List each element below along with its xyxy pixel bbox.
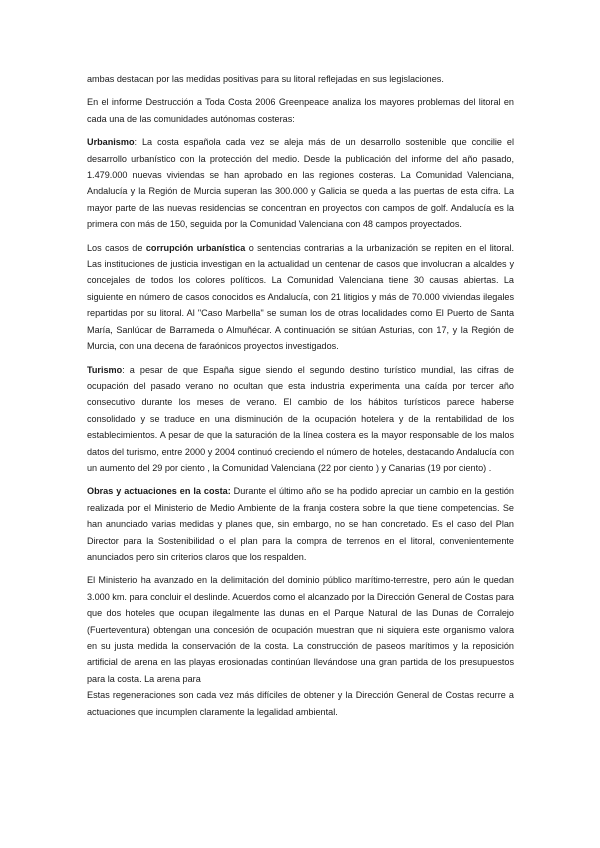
paragraph-lead-heading: Urbanismo [87,137,135,148]
paragraph-text: El Ministerio ha avanzado en la delimitación del dominio público marítimo-terrestre, pero aún le quedan 3.000 km. para concluir el deslinde. Acuerdos como el alcanzado por la Dirección General de Costas para que dos hoteles que ocupan ilegalmente las dunas en el Parque Natural de las Dunas de Corralejo (Fuerteventura) obtengan una concesión de ocupación muestran que ni siquiera este organismo valora en su justa medida la conservación de la costa. La construcción de paseos marítimos y la reposición artificial de arena en las playas erosionadas continúan llevándose una gran partida de los presupuestos para la costa. La arena para [87,575,514,684]
paragraph-ministerio [87,572,514,687]
paragraph-intro-continuation [87,71,514,87]
paragraph-urbanismo [87,134,514,232]
paragraph-text: ambas destacan por las medidas positivas para su litoral reflejadas en sus legislaciones. [87,74,444,84]
paragraph-text: : La costa española cada vez se aleja más de un desarrollo sostenible que concilie el desarrollo urbanístico con la protección del medio. Desde la publicación del informe del año pasado, 1.479.000 nuevas viviendas se han aprobado en las regiones costeras. La Comunidad Valenciana, Andalucía y la Región de Murcia superan las 300.000 y Galicia se queda a las puertas de esta cifra. La mayor parte de las nuevas residencias se concentran en proyectos con campos de golf. Andalucía es la primera con más de 150, seguida por la Comunidad Valenciana con 48 campos proyectados. [87,137,514,230]
paragraph-text: o sentencias contrarias a la urbanización se repiten en el litoral. Las instituciones de justicia investigan en la actualidad un centenar de casos que involucran a alcaldes y concejales de todos los colores políticos. La Comunidad Valenciana tiene 30 causas abiertas. La siguiente en número de casos conocidos es Andalucía, con 21 litigios y más de 70.000 viviendas ilegales repartidas por su litoral. Al "Caso Marbella" se suman los de otras localidades como El Puerto de Santa María, Sanlúcar de Barrameda o Almuñécar. A continuación se sitúan Asturias, con 17, y la Región de Murcia, con una decena de faraónicos proyectos investigados. [87,242,514,352]
paragraph-turismo [87,362,514,477]
paragraph-text: : a pesar de que España sigue siendo el segundo destino turístico mundial, las cifras de ocupación del pasado verano no ocultan que esta industria experimenta una caída por tercer año consecutivo durante los meses de verano. El cambio de los hábitos turísticos parece haberse consolidado y se traduce en una disminución de la ocupación hotelera y de la rentabilidad de los establecimientos. A pesar de que la saturación de la línea costera es la mayor responsable de los malos datos del turismo, entre 2000 y 2004 continuó creciendo el número de hoteles, destacando Andalucía con un aumento del 29 por ciento , la Comunidad Valenciana (22 por ciento ) y Canarias (19 por ciento) . [87,364,514,473]
paragraph-text: Durante el último año se ha podido apreciar un cambio en la gestión realizada por el Ministerio de Medio Ambiente de la franja costera sobre la que tiene competencias. Se han anunciado varias medidas y planes que, sin embargo, no se han concretado. Es el caso del Plan Director para la Sostenibilidad o el plan para la compra de terrenos en el litoral, convenientemente anunciados pero sin criterios claros que los respalden. [87,486,514,562]
paragraph-obras [87,483,514,565]
paragraph-regeneraciones [87,687,514,720]
paragraph-pre-text: Los casos de [87,242,146,253]
document-body [87,71,514,727]
paragraph-lead-heading: Turismo [87,364,123,375]
paragraph-text: Estas regeneraciones son cada vez más difíciles de obtener y la Dirección General de Costas recurre a actuaciones que incumplen claramente la legalidad ambiental. [87,690,514,717]
paragraph-corrupcion [87,240,514,355]
paragraph-text: En el informe Destrucción a Toda Costa 2006 Greenpeace analiza los mayores problemas del litoral en cada una de las comunidades autónomas costeras: [87,97,514,124]
paragraph-lead-heading: Obras y actuaciones en la costa: [87,486,231,497]
paragraph-lead-heading: corrupción urbanística [145,242,246,253]
paragraph-report-intro [87,94,514,127]
